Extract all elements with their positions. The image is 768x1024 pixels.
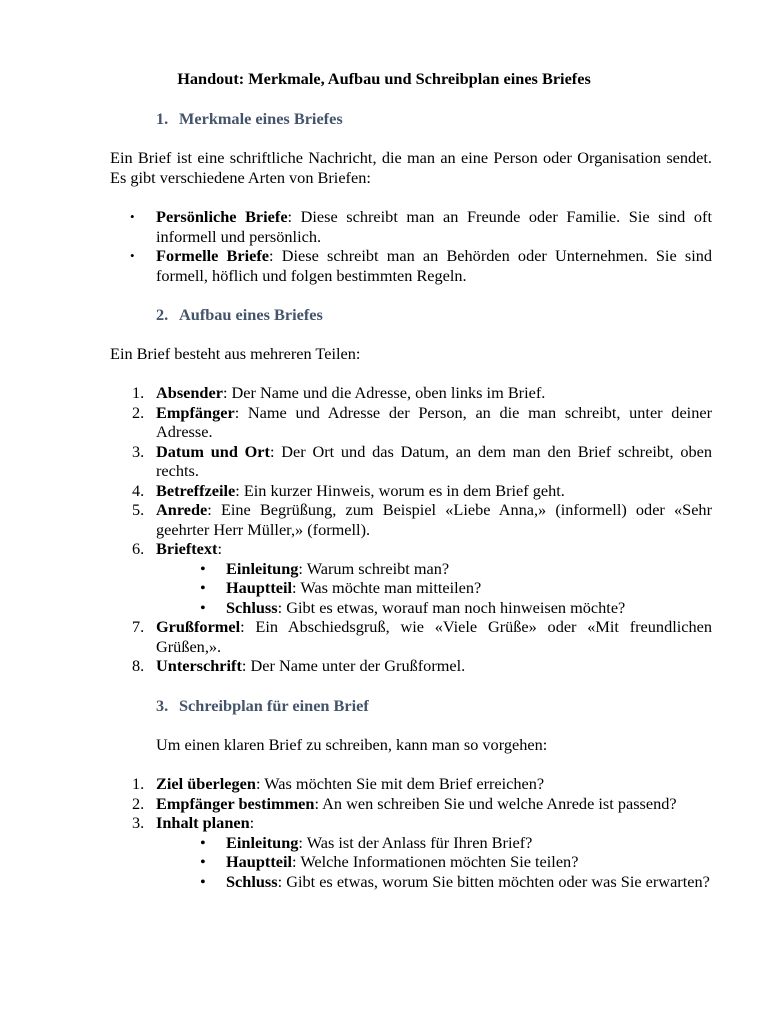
list-item-text: : Ein Abschiedsgruß, wie «Viele Grüße» oder «Mit freundlichen Grüßen,». <box>156 617 712 656</box>
list-item <box>110 403 712 442</box>
bullet-icon: • <box>200 578 206 597</box>
list-item-number: 1. <box>132 383 145 402</box>
list-item-number: 1. <box>132 774 145 793</box>
sublist-item <box>156 598 712 618</box>
sublist-item-term: Hauptteil <box>226 852 293 871</box>
bullet-icon: • <box>130 209 135 224</box>
section-1-title: Merkmale eines Briefes <box>179 109 343 128</box>
list-item-text: : Diese schreibt man an Freunde oder Familie. Sie sind oft informell und persönlich. <box>156 207 712 246</box>
section-3-title: Schreibplan für einen Brief <box>179 696 369 715</box>
list-item <box>110 813 712 891</box>
list-item-text: : Ein kurzer Hinweis, worum es in dem Brief geht. <box>235 480 565 500</box>
bullet-icon: • <box>200 597 206 617</box>
list-item-number: 4. <box>132 480 145 500</box>
list-item-text: : <box>217 539 222 558</box>
sublist-item-term: Schluss <box>226 597 278 617</box>
list-item <box>110 246 712 285</box>
list-item-number: 8. <box>132 656 145 675</box>
sublist-item <box>156 578 712 598</box>
sublist-item-term: Einleitung <box>226 558 299 578</box>
sublist-item-text: : Welche Informationen möchten Sie teilen? <box>292 852 579 871</box>
list-item-number: 5. <box>132 500 145 519</box>
sublist-item-text: : Warum schreibt man? <box>298 558 450 578</box>
letter-body-sublist <box>156 559 712 618</box>
sublist-item-text: : Gibt es etwas, worum Sie bitten möchten oder was Sie erwarten? <box>277 871 710 891</box>
section-2-heading <box>156 305 323 325</box>
content-plan-sublist <box>156 833 712 892</box>
list-item <box>110 383 712 403</box>
list-item <box>110 539 712 617</box>
section-3-intro: Um einen klaren Brief zu schreiben, kann man so vorgehen: <box>156 735 548 754</box>
sublist-item <box>156 833 712 853</box>
section-3-heading <box>156 696 369 716</box>
list-item <box>110 656 712 676</box>
list-item-term: Grußformel <box>156 617 241 636</box>
list-item <box>110 794 712 814</box>
section-1-intro: Ein Brief ist eine schriftliche Nachricht, die man an eine Person oder Organisation sendet. Es gibt verschiedene Arten von Briefen: <box>110 148 712 187</box>
bullet-icon: • <box>200 871 206 891</box>
sublist-item-term: Einleitung <box>226 832 299 852</box>
list-item-number: 7. <box>132 617 145 636</box>
sublist-item <box>156 852 712 872</box>
list-item-term: Inhalt planen <box>156 813 250 832</box>
letter-types-list <box>110 207 712 285</box>
list-item <box>110 207 712 246</box>
bullet-icon: • <box>200 852 206 871</box>
bullet-icon: • <box>130 248 135 263</box>
list-item-text: : An wen schreiben Sie und welche Anrede ist passend? <box>314 793 677 813</box>
section-3-number: 3. <box>156 696 169 715</box>
list-item-term: Betreffzeile <box>156 480 236 500</box>
section-1-number: 1. <box>156 109 169 128</box>
list-item-number: 2. <box>132 402 145 422</box>
list-item-text: : Eine Begrüßung, zum Beispiel «Liebe Anna,» (informell) oder «Sehr geehrter Herr Müller,» (formell). <box>156 500 712 539</box>
list-item-number: 3. <box>132 441 145 461</box>
list-item-term: Persönliche Briefe <box>156 207 288 226</box>
section-2-number: 2. <box>156 305 169 324</box>
list-item-text: : Der Name und die Adresse, oben links im Brief. <box>222 383 546 402</box>
list-item-text: : Name und Adresse der Person, an die man schreibt, unter deiner Adresse. <box>156 402 712 441</box>
list-item-text: : Der Ort und das Datum, an dem man den Brief schreibt, oben rechts. <box>156 441 712 480</box>
writing-plan-list <box>110 774 712 891</box>
list-item-text: : Was möchten Sie mit dem Brief erreichen? <box>255 774 545 793</box>
list-item <box>110 617 712 656</box>
list-item-number: 2. <box>132 793 145 813</box>
list-item-term: Formelle Briefe <box>156 246 270 265</box>
sublist-item <box>156 559 712 579</box>
list-item-number: 3. <box>132 813 145 832</box>
list-item-text: : Diese schreibt man an Behörden oder Unternehmen. Sie sind formell, höflich und folgen bestimmten Regeln. <box>156 246 713 285</box>
sublist-item-text: : Gibt es etwas, worauf man noch hinweisen möchte? <box>277 597 626 617</box>
sublist-item-term: Schluss <box>226 871 278 891</box>
letter-structure-list <box>110 383 712 676</box>
sublist-item-term: Hauptteil <box>226 578 293 597</box>
list-item <box>110 481 712 501</box>
list-item-term: Unterschrift <box>156 656 242 675</box>
list-item-term: Ziel überlegen <box>156 774 256 793</box>
sublist-item-text: : Was möchte man mitteilen? <box>292 578 482 597</box>
list-item-term: Empfänger bestimmen <box>156 793 315 813</box>
list-item <box>110 500 712 539</box>
section-2-title: Aufbau eines Briefes <box>179 305 323 324</box>
list-item-text: : Der Name unter der Grußformel. <box>241 656 466 675</box>
list-item-term: Datum und Ort <box>156 441 270 461</box>
list-item-text: : <box>249 813 255 832</box>
bullet-icon: • <box>200 832 206 852</box>
list-item <box>110 774 712 794</box>
list-item <box>110 442 712 481</box>
section-2-intro: Ein Brief besteht aus mehreren Teilen: <box>110 344 361 363</box>
sublist-item <box>156 872 712 892</box>
list-item-term: Empfänger <box>156 402 235 422</box>
sublist-item-text: : Was ist der Anlass für Ihren Brief? <box>298 832 533 852</box>
section-1-heading <box>156 109 343 129</box>
list-item-term: Anrede <box>156 500 208 519</box>
bullet-icon: • <box>200 558 206 578</box>
list-item-term: Absender <box>156 383 223 402</box>
list-item-number: 6. <box>132 539 145 558</box>
document-title: Handout: Merkmale, Aufbau und Schreibplan eines Briefes <box>177 69 591 88</box>
list-item-term: Brieftext <box>156 539 218 558</box>
